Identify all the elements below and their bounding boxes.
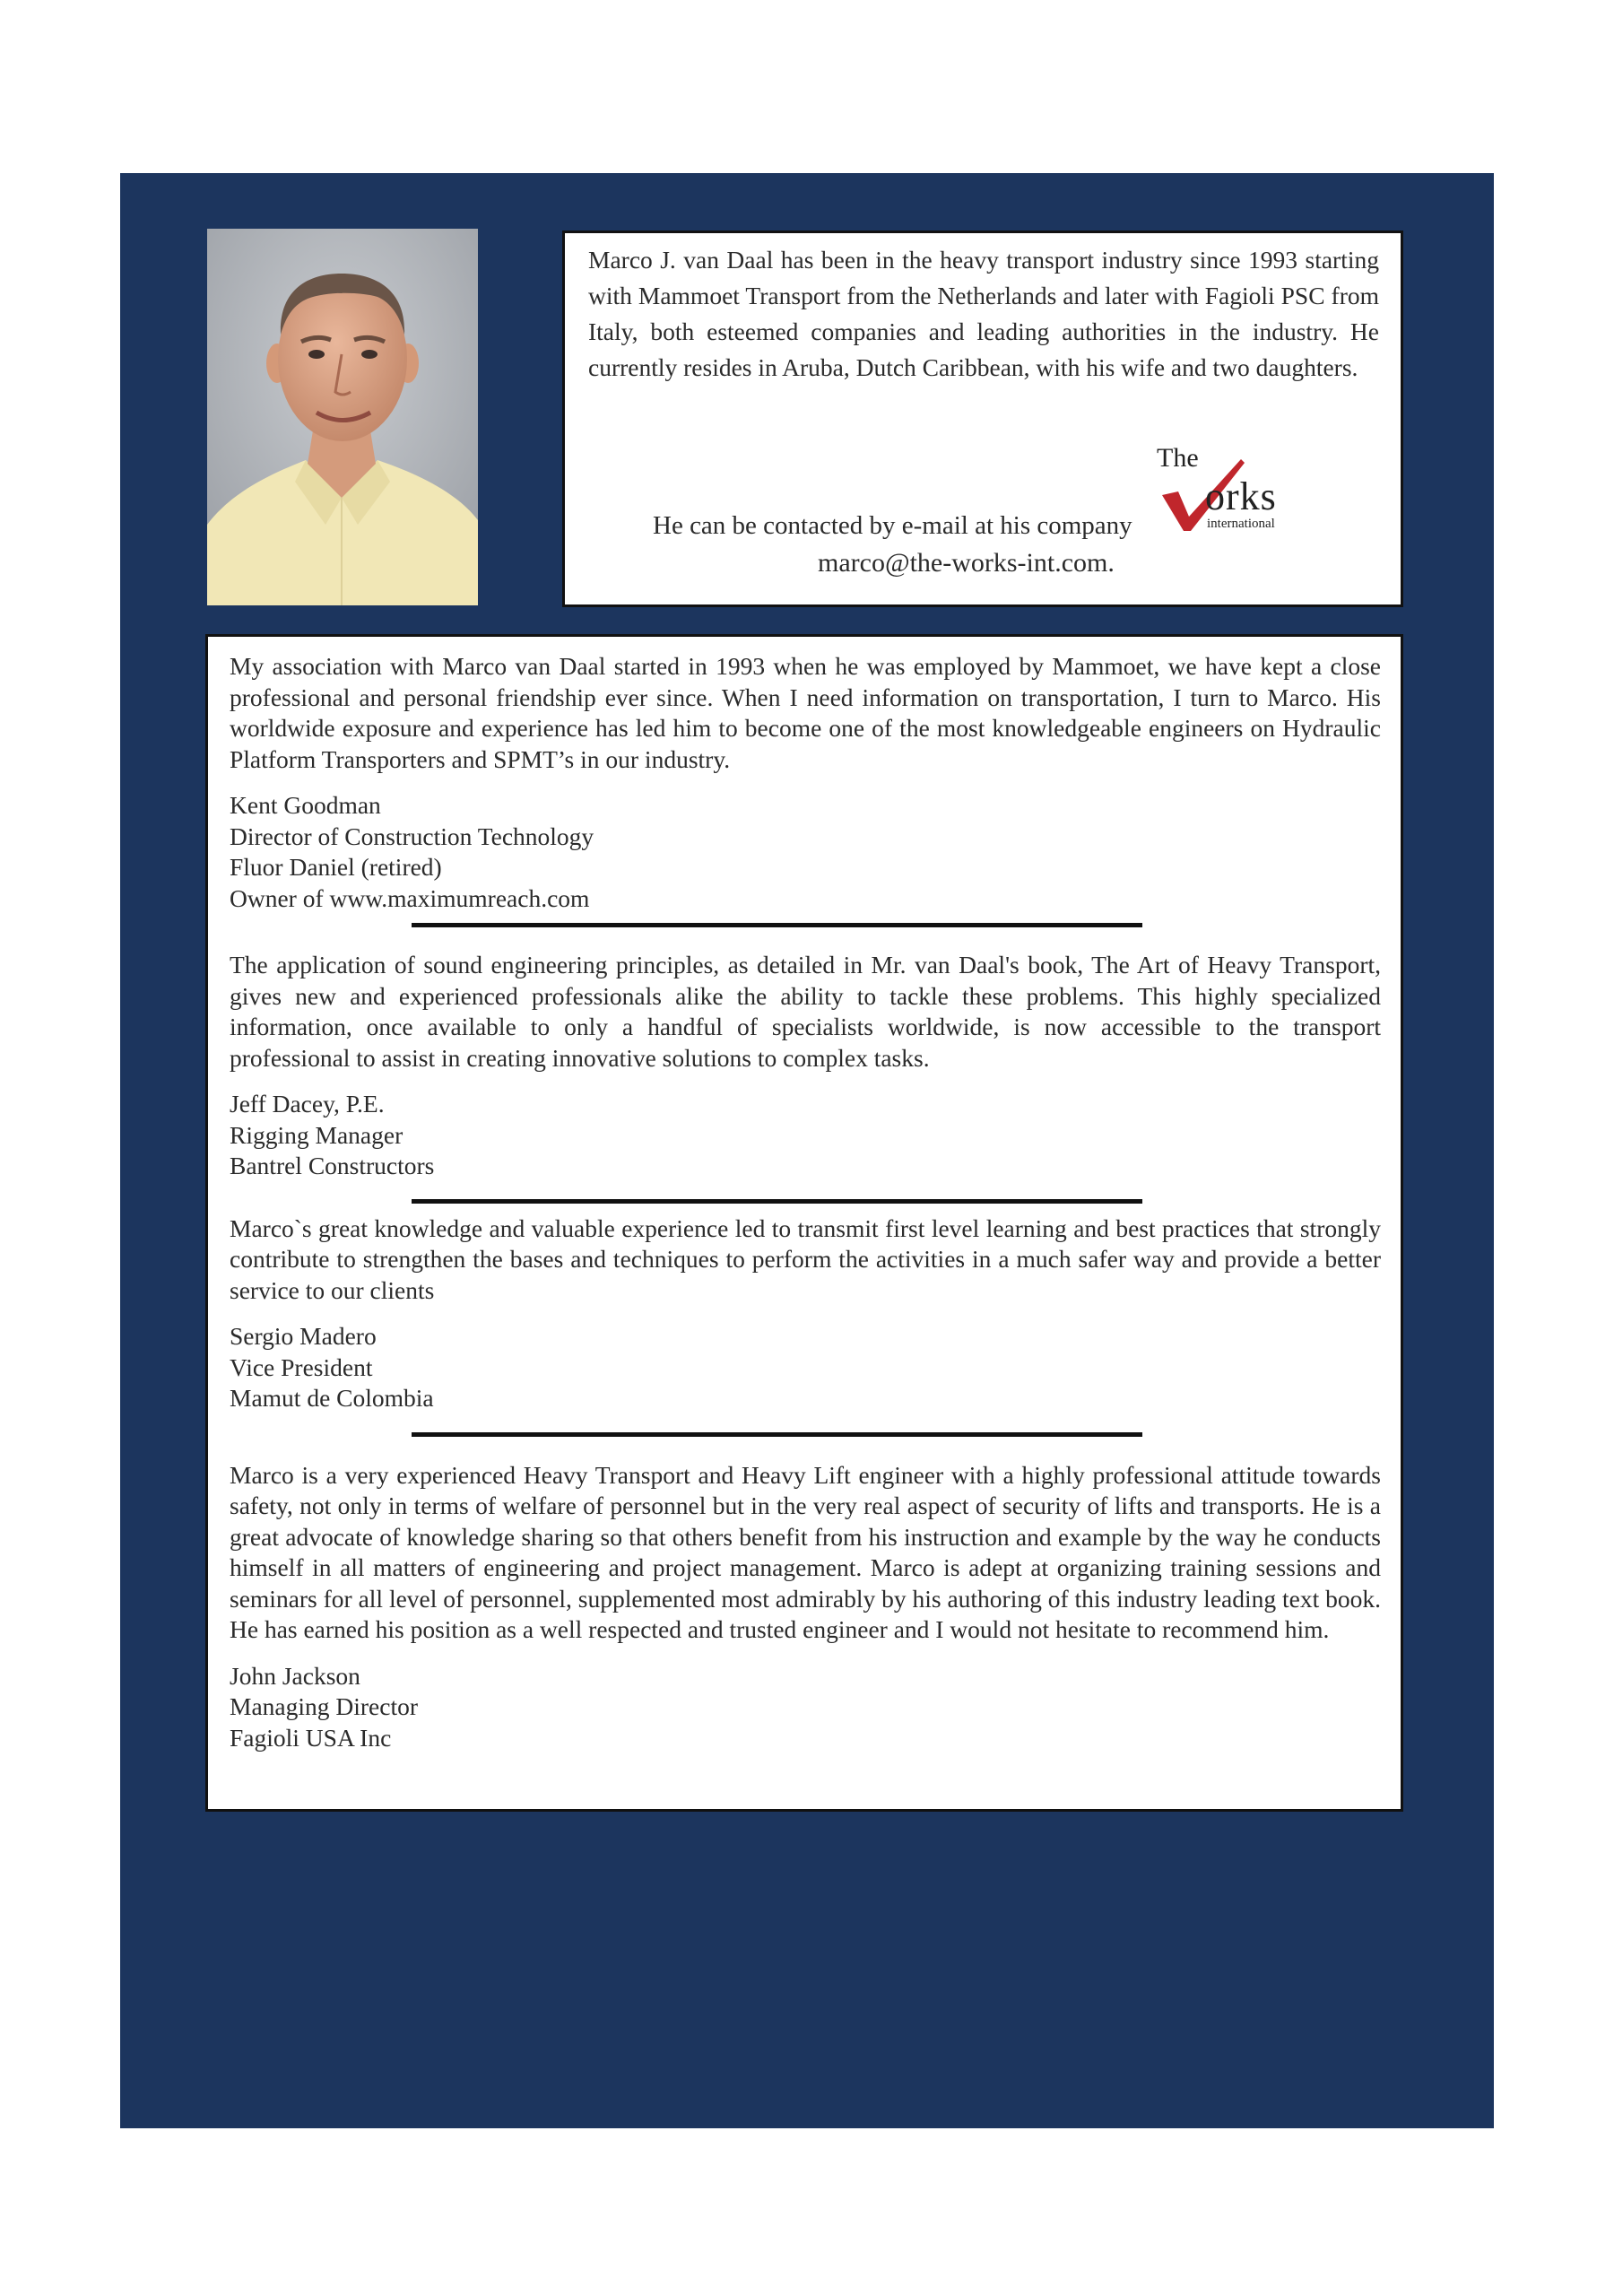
testimonial-signature: [230, 790, 1381, 914]
signature-name: Sergio Madero: [230, 1322, 377, 1350]
divider: [412, 1199, 1142, 1204]
signature-company: Fluor Daniel (retired): [230, 853, 442, 881]
author-photo: [207, 229, 478, 605]
contact-line: He can be contacted by e-mail at his company: [653, 511, 1132, 540]
testimonial-quote: Marco is a very experienced Heavy Transport and Heavy Lift engineer with a highly professional attitude towards safety, not only in terms of welfare of personnel but in the very real aspect of security of lifts and transports. He is a great advocate of knowledge sharing so that others benefit from his instruction and example by the way he conducts himself in all matters of engineering and project management. Marco is adept at organizing training sessions and seminars for all level of personnel, supplemented most admirably by his authoring of this industry leading text book. He has earned his position as a well respected and trusted engineer and I would not hesitate to recommend him.: [230, 1460, 1381, 1643]
signature-title: Director of Construction Technology: [230, 822, 594, 850]
contact-email-link[interactable]: marco@the-works-int.com.: [818, 548, 1115, 578]
bio-box: [562, 230, 1403, 607]
signature-name: Jeff Dacey, P.E.: [230, 1090, 385, 1118]
signature-name: John Jackson: [230, 1661, 360, 1690]
testimonials-box: [205, 634, 1403, 1812]
testimonial-quote: The application of sound engineering principles, as detailed in Mr. van Daal's book, The Art of Heavy Transport, gives new and experienced professionals alike the ability to tackle these problems. This highly specialized information, once available to only a handful of specialists worldwide, is now accessible to the transport professional to assist in creating innovative solutions to complex tasks.: [230, 951, 1381, 1072]
signature-company: Mamut de Colombia: [230, 1384, 434, 1412]
testimonial-signature: [230, 1321, 1381, 1414]
logo-word-orks: orks: [1205, 474, 1277, 518]
divider: [412, 923, 1142, 927]
logo-word-international: international: [1207, 517, 1275, 531]
signature-title: Vice President: [230, 1352, 373, 1381]
testimonial-signature: [230, 1661, 1381, 1754]
signature-company: Bantrel Constructors: [230, 1152, 435, 1179]
signature-name: Kent Goodman: [230, 791, 381, 819]
testimonial-quote: Marco`s great knowledge and valuable experience led to transmit first level learning and best practices that strongly contribute to strengthen the bases and techniques to perform the activities in a much safer way and provide a better service to our clients: [230, 1213, 1381, 1304]
divider: [412, 1432, 1142, 1437]
the-works-logo: [1157, 445, 1309, 544]
bio-paragraph: Marco J. van Daal has been in the heavy transport industry since 1993 starting with Mammoet Transport from the Netherlands and later with Fagioli PSC from Italy, both esteemed companies and leading authorities in the industry. He currently resides in Aruba, Dutch Caribbean, with his wife and two daughters.: [588, 246, 1379, 381]
signature-title: Rigging Manager: [230, 1120, 404, 1149]
logo-word-the: The: [1157, 443, 1199, 473]
signature-title: Managing Director: [230, 1692, 418, 1720]
signature-company: Fagioli USA Inc: [230, 1723, 392, 1752]
signature-extra: Owner of www.maximumreach.com: [230, 883, 590, 912]
testimonials-content: [230, 651, 1381, 1753]
testimonial-quote: My association with Marco van Daal started in 1993 when he was employed by Mammoet, we have kept a close professional and personal friendship ever since. When I need information on transportation, I turn to Marco. His worldwide exposure and experience has led him to become one of the most knowledgeable engineers on Hydraulic Platform Transporters and SPMT’s in our industry.: [230, 652, 1381, 773]
testimonial-signature: [230, 1089, 1381, 1182]
